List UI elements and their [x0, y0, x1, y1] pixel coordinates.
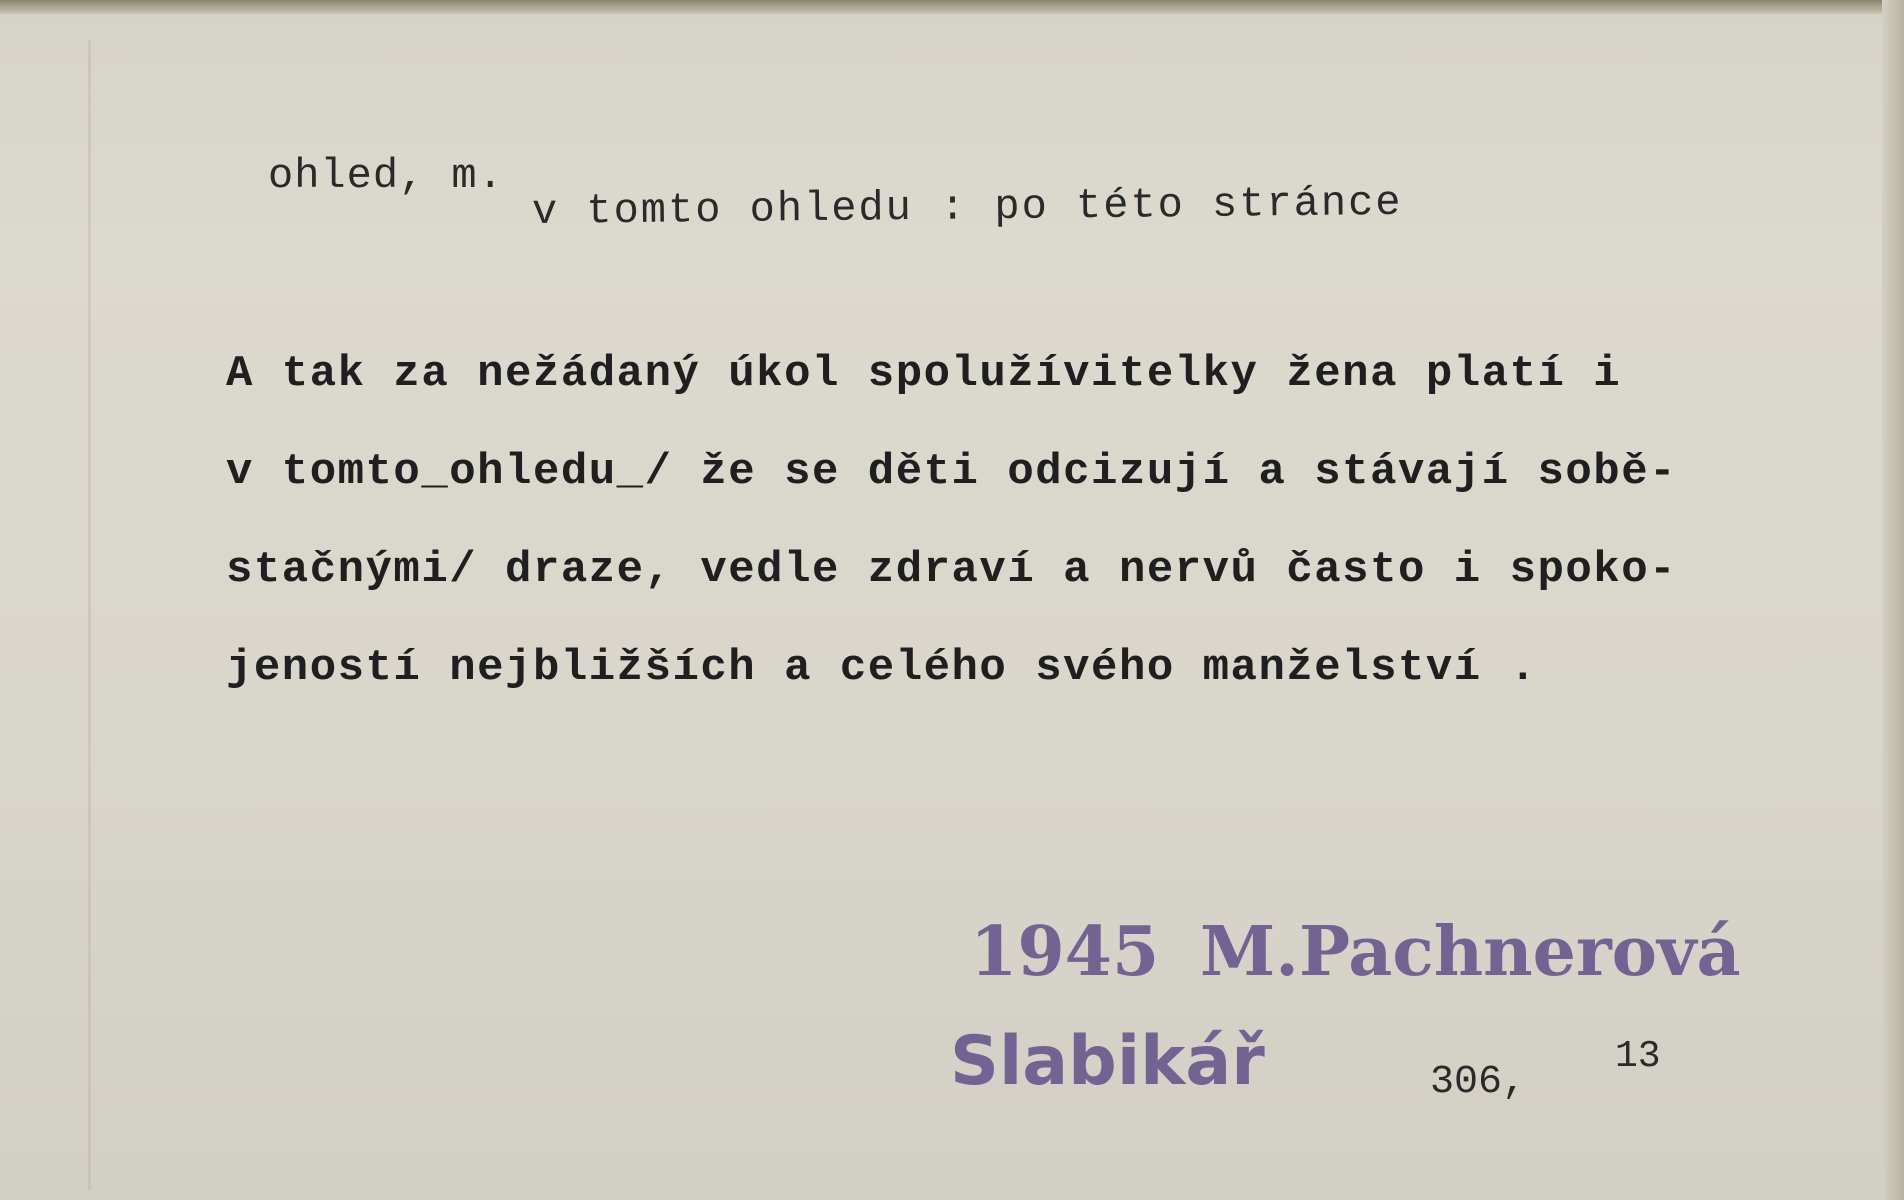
stamp-year: 1945 — [970, 912, 1160, 992]
citation-line: stačnými/ draze, vedle zdraví a nervů často i spoko- — [226, 545, 1678, 595]
stamp-author: M.Pachnerová — [1200, 912, 1741, 992]
citation-line: jeností nejbližších a celého svého manželství . — [226, 643, 1538, 693]
stamp-source: Slabikář — [950, 1022, 1265, 1101]
phrase-definition: v tomto ohledu : po této stránce — [531, 178, 1403, 236]
citation-text — [226, 325, 1677, 717]
page-reference: 306, — [1430, 1060, 1527, 1105]
citation-line: v tomto_ohledu_/ že se děti odcizují a stávají sobě- — [226, 447, 1678, 497]
card-right-edge — [1882, 0, 1904, 1200]
card-margin-line — [88, 40, 91, 1190]
card-number: 13 — [1615, 1035, 1661, 1078]
headword: ohled, m. — [268, 152, 504, 200]
card-top-edge — [0, 0, 1904, 14]
citation-line: A tak za nežádaný úkol spolužívitelky žena platí i — [226, 349, 1622, 399]
